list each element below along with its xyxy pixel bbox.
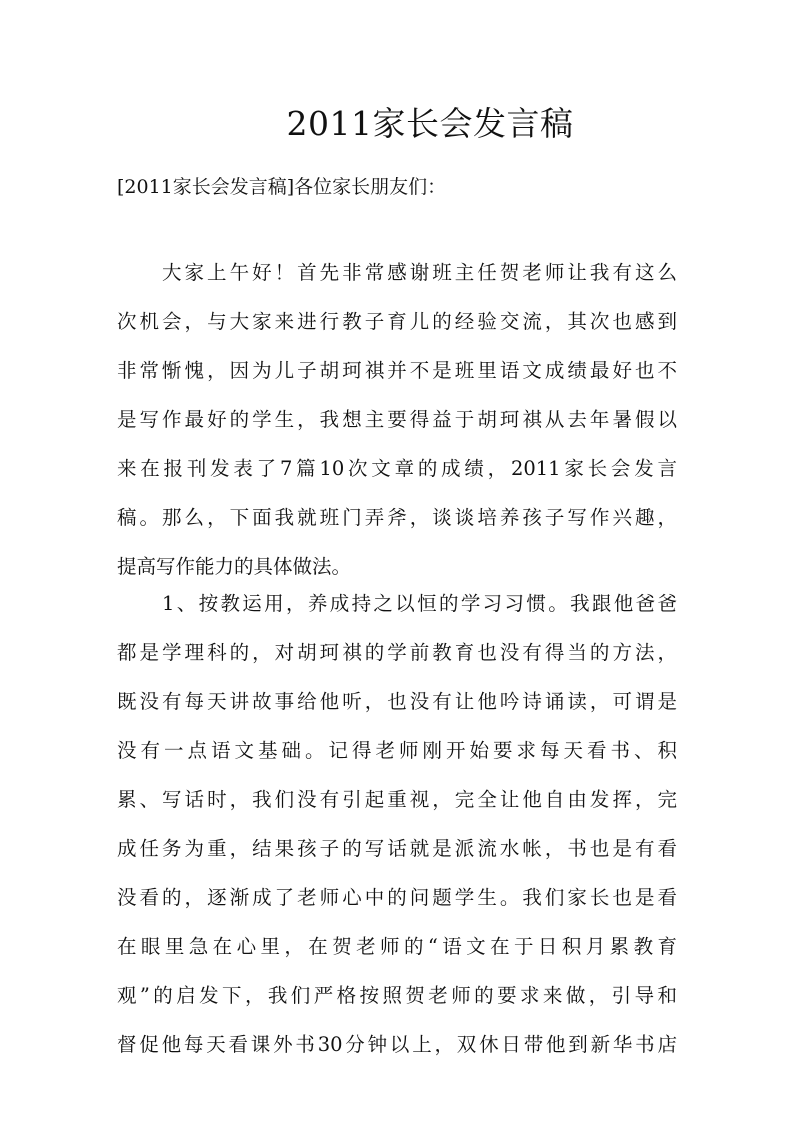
salutation-line: [2011家长会发言稿]各位家长朋友们：	[117, 176, 447, 198]
paragraph-line: 成任务为重，结果孩子的写话就是派流水帐，书也是有看	[117, 837, 677, 860]
paragraph-line: 提高写作能力的具体做法。	[117, 555, 352, 578]
paragraph-line: 次机会，与大家来进行教子育儿的经验交流，其次也感到	[117, 310, 677, 333]
paragraph-line: 非常惭愧，因为儿子胡珂祺并不是班里语文成绩最好也不	[117, 359, 677, 382]
paragraph-line: 累、写话时，我们没有引起重视，完全让他自由发挥，完	[117, 788, 677, 811]
paragraph-line: 都是学理科的，对胡珂祺的学前教育也没有得当的方法，	[117, 641, 677, 664]
paragraph-opening	[117, 248, 677, 591]
paragraph-line: 来在报刊发表了7篇10次文章的成绩，2011家长会发言	[117, 457, 677, 480]
paragraph-line: 没看的，逐渐成了老师心中的问题学生。我们家长也是看	[117, 886, 677, 909]
paragraph-line: 稿。那么，下面我就班门弄斧，谈谈培养孩子写作兴趣，	[117, 506, 677, 529]
paragraph-line: 大家上午好！首先非常感谢班主任贺老师让我有这么	[162, 261, 677, 284]
paragraph-point-1	[117, 579, 677, 1069]
paragraph-line: 观”的启发下，我们严格按照贺老师的要求来做，引导和	[117, 984, 677, 1007]
document-title: 2011家长会发言稿	[286, 104, 574, 143]
paragraph-line: 既没有每天讲故事给他听，也没有让他吟诗诵读，可谓是	[117, 690, 677, 713]
paragraph-line: 督促他每天看课外书30分钟以上，双休日带他到新华书店	[117, 1033, 677, 1056]
paragraph-line: 没有一点语文基础。记得老师刚开始要求每天看书、积	[117, 739, 677, 762]
paragraph-line: 是写作最好的学生，我想主要得益于胡珂祺从去年暑假以	[117, 408, 677, 431]
paragraph-line: 在眼里急在心里，在贺老师的“语文在于日积月累教育	[117, 935, 677, 958]
paragraph-line: 1、按教运用，养成持之以恒的学习习惯。我跟他爸爸	[162, 592, 677, 615]
